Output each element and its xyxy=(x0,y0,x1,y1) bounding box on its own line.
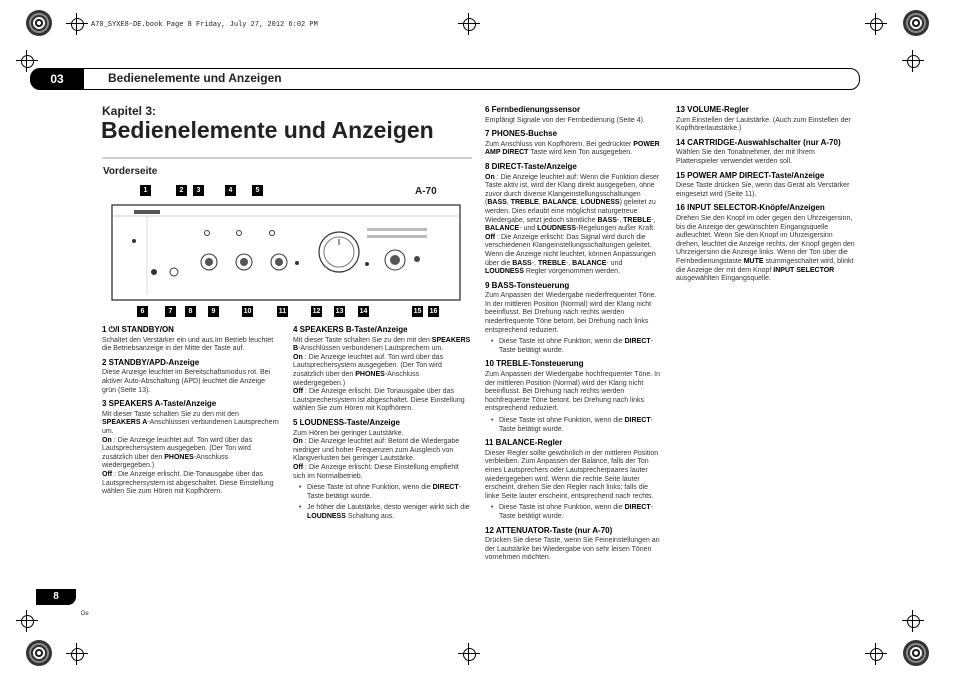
callout-badge: 14 xyxy=(359,308,368,315)
crosshair-icon xyxy=(902,50,924,72)
registration-mark-icon xyxy=(26,640,52,666)
file-info: A70_SYXE8-DE.book Page 8 Friday, July 27, 2012 6:02 PM xyxy=(91,21,318,29)
column-3 xyxy=(485,106,663,563)
bullet-item: • Je höher die Lautstärke, desto weniger wirkt sich die LOUDNESS Schaltung aus. xyxy=(293,504,471,521)
callout-badge: 10 xyxy=(243,308,252,315)
callout-badge: 11 xyxy=(278,308,287,315)
crosshair-icon xyxy=(66,13,88,35)
callout-badge: 5 xyxy=(252,185,263,196)
callout-badge: 2 xyxy=(176,185,187,196)
callout-badge: 7 xyxy=(165,306,176,317)
item-heading: 15 POWER AMP DIRECT-Taste/Anzeige xyxy=(676,170,825,180)
registration-mark-icon xyxy=(903,640,929,666)
item-text: On : Die Anzeige leuchtet auf: Wenn die Funktion dieser Taste aktiv ist, wird der Klang direkt ausgegeben, ohne zuvor durch diverse Klangeinstellungsschaltungen (BASS, TREBLE, BALANCE, LOUDNESS) geleitet zu werden. Dies erlaubt eine möglichst naturgetreue Wiedergabe, setzt jedoch sämtliche BASS-, TREBLE-, BALANCE- und LOUDNESS-Regelungen außer Kraft. xyxy=(485,173,660,233)
model-label: A-70 xyxy=(415,186,437,197)
item-heading: 10 TREBLE-Tonsteuerung xyxy=(485,359,584,369)
registration-mark-icon xyxy=(26,10,52,36)
crosshair-icon xyxy=(902,610,924,632)
item-heading: 2 STANDBY/APD-Anzeige xyxy=(102,357,200,367)
item-heading: 5 LOUDNESS-Taste/Anzeige xyxy=(293,417,400,427)
callout-badge: 15 xyxy=(413,308,422,315)
item-text: Wählen Sie den Tonabnehmer, der mit Ihrem Plattenspieler verwendet werden soll. xyxy=(676,149,815,165)
item-text: Off : Die Anzeige erlischt. Die Tonausgabe über das Lautsprechersystem ist abgeschaltet. Diese Einstellung wählen Sie zum Hören mit Kopfhörern. xyxy=(102,470,274,496)
chapter-header-title: Bedienelemente und Anzeigen xyxy=(108,71,282,85)
chapter-label: Kapitel 3: xyxy=(102,104,157,118)
registration-mark-icon xyxy=(903,10,929,36)
callout-badge: 9 xyxy=(208,306,219,317)
bullet-item: • Diese Taste ist ohne Funktion, wenn die DIRECT-Taste betätigt wurde. xyxy=(485,417,663,434)
item-heading: 3 SPEAKERS A-Taste/Anzeige xyxy=(102,399,217,409)
item-text: Empfängt Signale von der Fernbedienung (Seite 4). xyxy=(485,116,645,124)
item-text: On : Die Anzeige leuchtet auf. Ton wird über das Lautsprechersystem ausgegeben. (Der Ton wird zusätzlich über den PHONES-Anschluss wiedergegeben.) xyxy=(293,353,444,387)
item-heading: 6 Fernbedienungssensor xyxy=(485,105,581,114)
item-heading: 7 PHONES-Buchse xyxy=(485,129,558,139)
bullet-item: • Diese Taste ist ohne Funktion, wenn die DIRECT-Taste betätigt wurde. xyxy=(293,484,471,501)
item-heading: 16 INPUT SELECTOR-Knöpfe/Anzeigen xyxy=(676,203,825,213)
page-title: Bedienelemente und Anzeigen xyxy=(101,117,434,143)
front-panel-diagram xyxy=(102,183,472,323)
crosshair-icon xyxy=(865,13,887,35)
item-heading: 13 VOLUME-Regler xyxy=(676,105,749,114)
item-heading: 14 CARTRIDGE-Auswahlschalter (nur A-70) xyxy=(676,137,841,147)
language-code: De xyxy=(81,611,89,617)
item-heading: 8 DIRECT-Taste/Anzeige xyxy=(485,161,577,171)
item-text: Zum Einstellen der Lautstärke. (Auch zum Einstellen der Kopfhörerlautstärke.) xyxy=(676,116,851,133)
chapter-number: 03 xyxy=(30,68,84,90)
item-text: Zum Anschluss von Kopfhörern. Bei gedrückter POWER AMP DIRECT Taste wird kein Ton ausgegeben. xyxy=(485,140,660,157)
page-number: 8 xyxy=(36,589,76,605)
item-text: Diese Taste drücken Sie, wenn das Gerät als Verstärker eingesetzt wird (Seite 11). xyxy=(676,182,850,198)
amplifier-front-panel-illustration xyxy=(102,183,472,323)
item-text: Drücken Sie diese Taste, wenn Sie Feineinstellungen an der Lautstärke bei Wiedergabe von sehr leisen Tönen vornehmen möchten. xyxy=(485,537,660,562)
callout-badge: 12 xyxy=(312,308,321,315)
item-text: Off : Die Anzeige erlischt: Diese Einstellung empfiehlt sich im Normalbetrieb. xyxy=(293,463,459,480)
divider xyxy=(102,157,472,159)
item-text: Schaltet den Verstärker ein und aus.Im Betrieb leuchtet die Betriebsanzeige in der Mitte der Taste auf. xyxy=(102,336,274,353)
item-text: Mit dieser Taste schalten Sie zu den mit den SPEAKERS A-Anschlüssen verbundenen Lautsprechern um. xyxy=(102,410,279,435)
section-heading: Vorderseite xyxy=(103,166,158,177)
column-4 xyxy=(676,106,856,284)
column-1 xyxy=(102,326,279,497)
callout-badge: 6 xyxy=(137,306,148,317)
item-text: Off : Die Anzeige erlischt: Das Signal wird durch die verschiedenen Klangeinstellungsschaltungen geleitet. Wenn die Anzeige nicht leuchtet, können Anpassungen über die BASS-, TREBLE-, BALANCE- und LOUDNESS Regler vorgenommen werden. xyxy=(485,233,656,276)
crosshair-icon xyxy=(66,643,88,665)
item-heading: 9 BASS-Tonsteuerung xyxy=(485,280,570,290)
item-heading: 4 SPEAKERS B-Taste/Anzeige xyxy=(293,325,408,334)
item-text: Zum Hören bei geringer Lautstärke. xyxy=(293,429,404,437)
callout-badge: 8 xyxy=(185,306,196,317)
item-text: Off : Die Anzeige erlischt. Die Tonausgabe über das Lautsprechersystem ist abgeschaltet. Diese Einstellung wählen Sie zum Hören mit Kopfhörern. xyxy=(293,388,465,413)
crosshair-icon xyxy=(458,13,480,35)
crosshair-icon xyxy=(16,610,38,632)
bullet-item: • Diese Taste ist ohne Funktion, wenn die DIRECT-Taste betätigt wurde. xyxy=(485,504,663,521)
callout-badge: 4 xyxy=(225,185,236,196)
item-heading: 12 ATTENUATOR-Taste (nur A-70) xyxy=(485,525,613,535)
item-heading: 1 ⏻/I STANDBY/ON xyxy=(102,325,174,334)
item-heading: 11 BALANCE-Regler xyxy=(485,438,563,448)
callout-badge: 16 xyxy=(429,308,438,315)
item-text: Mit dieser Taste schalten Sie zu den mit den SPEAKERS B-Anschlüssen verbundenen Lautsprechern um. xyxy=(293,336,471,353)
bullet-item: • Diese Taste ist ohne Funktion, wenn die DIRECT-Taste betätigt wurde. xyxy=(485,338,663,355)
callout-badge: 3 xyxy=(193,185,204,196)
item-text: Drehen Sie den Knopf im oder gegen den Uhrzeigersinn, bis die Anzeige der gewünschten Eingangsquelle aufleuchtet. Wenn Sie den Knopf im Uhrzeigersinn drehen, leuchtet die Anzeige rechts, der Knopf gegen den Uhrzeigersinn die Anzeige links. Wenn der Ton über die Fernbedienungstaste MUTE stummgeschaltet wird, blinkt die Anzeige der mit dem Knopf INPUT SELECTOR ausgewählten Eingangsquelle. xyxy=(676,214,855,283)
item-text: Dieser Regler sollte gewöhnlich in der mittleren Position verbleiben. Zum Anpassen der Balance, falls der Ton eines Lautsprechers oder Lautsprecherpaares lauter wiedergegeben wird. Wenn die rechte Seite lauter erscheint, drehen Sie den Regler nach links; falls die linke Seite lauter erscheint, entsprechend nach rechts. xyxy=(485,449,659,500)
item-text: Zum Anpassen der Wiedergabe hochfrequenter Töne. In der mittleren Position (Normal) wird der Klang nicht beeinflusst. Bei Drehung nach rechts werden hochfrequente Töne betont, bei Drehung nach links entsprechend reduziert. xyxy=(485,371,660,413)
crosshair-icon xyxy=(458,643,480,665)
callout-badge: 1 xyxy=(140,185,151,196)
crosshair-icon xyxy=(865,643,887,665)
callout-badge: 13 xyxy=(335,308,344,315)
item-text: On : Die Anzeige leuchtet auf: Betont die Wiedergabe niedriger und hoher Frequenzen zum Ausgleich von Klangverlusten bei geringer Lautstärke. xyxy=(293,438,460,463)
item-text: Zum Anpassen der Wiedergabe niederfrequenter Töne. In der mittleren Position (Normal) wird der Klang nicht beeinflusst. Bei Drehung nach rechts werden niederfrequente Töne betont, bei Drehung nach links entsprechend reduziert. xyxy=(485,292,657,334)
item-text: Diese Anzeige leuchtet im Bereitschaftsmodus rot. Bei aktiver Auto-Abschaltung (APD) leuchtet die Anzeige grün (Seite 13). xyxy=(102,369,271,394)
item-text: On : Die Anzeige leuchtet auf. Ton wird über das Lautsprechersystem ausgegeben. (Der Ton wird zusätzlich über den PHONES-Anschluss wiedergegeben.) xyxy=(102,436,253,470)
column-2 xyxy=(293,326,471,521)
